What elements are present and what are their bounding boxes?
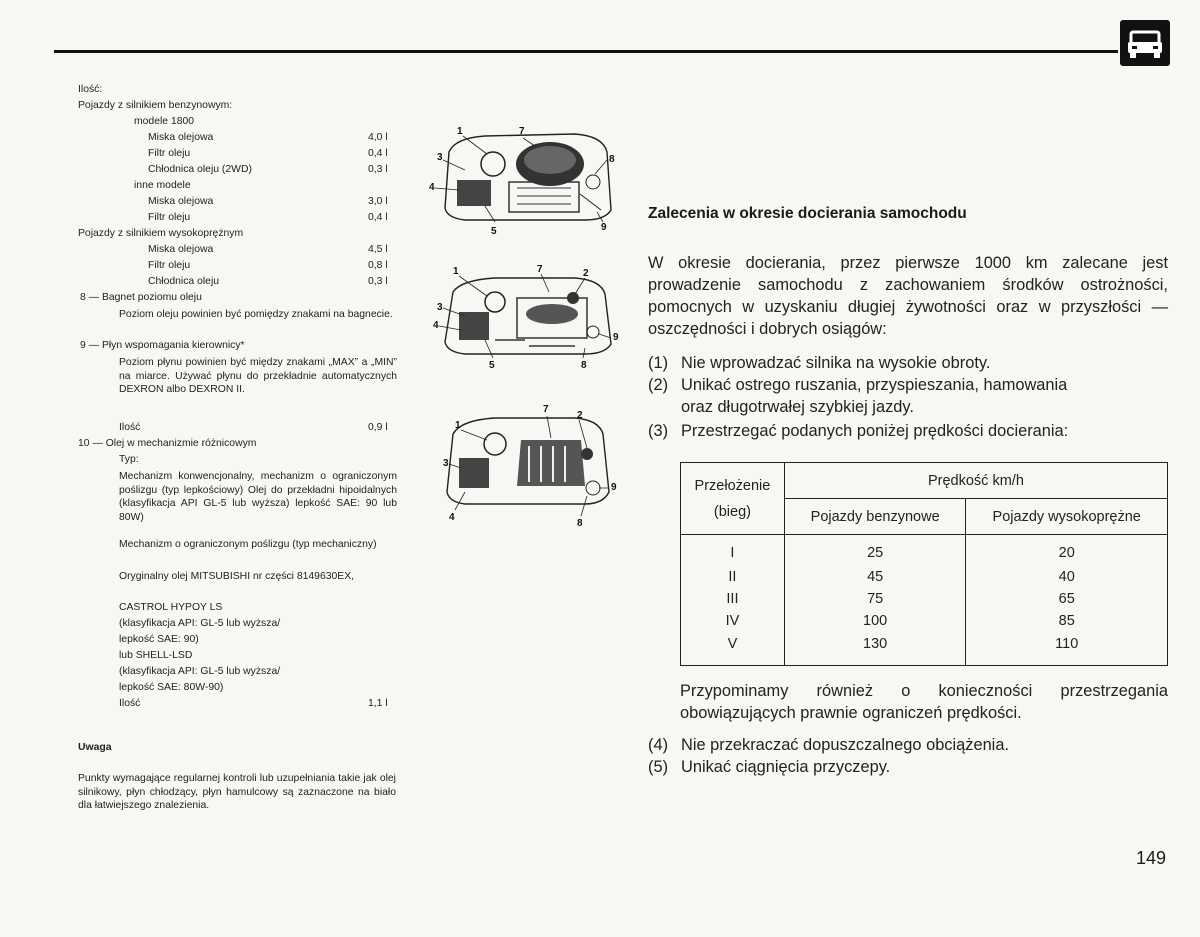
list-item-number: (2) — [648, 376, 669, 394]
table-cell-petrol: 45 — [784, 566, 966, 588]
section-heading: Zalecenia w okresie docierania samochodu — [648, 205, 967, 222]
diagram-label: 5 — [491, 226, 497, 237]
item-10-type: Typ: — [119, 454, 139, 465]
diagram-label: 4 — [429, 182, 435, 193]
gear-header-line: (bieg) — [713, 503, 751, 520]
item-9-label: 9 — Płyn wspomagania kierownicy* — [80, 340, 245, 351]
car-front-icon — [1120, 20, 1170, 66]
text-line: Miska olejowa — [148, 132, 214, 143]
item-9-qty-label: Ilość — [119, 422, 141, 433]
diagram-label: 1 — [453, 266, 459, 277]
diagram-label: 8 — [577, 518, 583, 529]
diagram-label: 3 — [443, 458, 449, 469]
engine-diagram-2 — [425, 258, 625, 373]
diagram-label: 7 — [543, 404, 549, 415]
diagram-label: 9 — [611, 482, 617, 493]
table-cell-gear: IV — [681, 610, 785, 632]
note-title: Uwaga — [78, 742, 112, 753]
list-item-text: oraz długotrwałej szybkiej jazdy. — [681, 398, 914, 416]
item-10-line: CASTROL HYPOY LS — [119, 602, 223, 613]
list-item-text: Nie przekraczać dopuszczalnego obciążenia. — [681, 736, 1009, 754]
table-cell-petrol: 130 — [784, 632, 966, 666]
text-line: Pojazdy z silnikiem wysokoprężnym — [78, 228, 244, 239]
diagram-label: 7 — [519, 126, 525, 137]
text-line: Ilość: — [78, 84, 103, 95]
text-line: Miska olejowa — [148, 196, 214, 207]
text-line: Chłodnica oleju (2WD) — [148, 164, 252, 175]
item-9-text: Poziom płynu powinien być między znakami „MAX” a „MIN” na miarce. Używać płynu do przekładnie automatycznych DEXRON albo DEXRON II. — [119, 357, 397, 395]
item-9-qty-value: 0,9 l — [368, 422, 388, 433]
value: 0,3 l — [368, 276, 388, 287]
diagram-label: 4 — [433, 320, 439, 331]
list-item-text: Unikać ciągnięcia przyczepy. — [681, 758, 891, 776]
list-item-text: Przestrzegać podanych poniżej prędkości docierania: — [681, 422, 1069, 440]
engine-diagram-1 — [425, 122, 625, 237]
text-line: Pojazdy z silnikiem benzynowym: — [78, 100, 233, 111]
header-rule — [54, 50, 1118, 53]
item-10-text3: Oryginalny olej MITSUBISHI nr części 8149630EX, — [119, 571, 355, 582]
item-10-qty-label: Ilość — [119, 698, 141, 709]
item-8-label: 8 — Bagnet poziomu oleju — [80, 292, 202, 303]
table-cell-gear: III — [681, 588, 785, 610]
diagram-label: 2 — [583, 268, 589, 279]
diagram-label: 8 — [609, 154, 615, 165]
diagram-label: 5 — [489, 360, 495, 371]
value: 0,4 l — [368, 148, 388, 159]
diagram-label: 3 — [437, 152, 443, 163]
gear-header — [681, 463, 785, 535]
value: 4,0 l — [368, 132, 388, 143]
item-10-line: lepkość SAE: 80W-90) — [119, 682, 224, 693]
list-item-text: Nie wprowadzać silnika na wysokie obroty. — [681, 354, 991, 372]
gear-header-line: Przełożenie — [694, 477, 771, 494]
table-cell-diesel: 85 — [966, 610, 1168, 632]
item-10-line: lub SHELL-LSD — [119, 650, 193, 661]
item-10-text2: Mechanizm o ograniczonym poślizgu (typ mechaniczny) — [119, 539, 377, 550]
item-8-text: Poziom oleju powinien być pomiędzy znakami na bagnecie. — [119, 309, 393, 320]
text-line: Filtr oleju — [148, 260, 191, 271]
list-item-text: Unikać ostrego ruszania, przyspieszania, hamowania — [681, 376, 1068, 394]
value: 0,4 l — [368, 212, 388, 223]
left-column — [78, 84, 408, 854]
table-cell-gear: V — [681, 632, 785, 666]
value: 0,3 l — [368, 164, 388, 175]
table-cell-petrol: 75 — [784, 588, 966, 610]
diagram-label: 9 — [601, 222, 607, 233]
table-cell-diesel: 40 — [966, 566, 1168, 588]
diagram-label: 4 — [449, 512, 455, 523]
item-10-line: (klasyfikacja API: GL-5 lub wyższa/ — [119, 618, 281, 629]
text-line: Miska olejowa — [148, 244, 214, 255]
item-10-line: lepkość SAE: 90) — [119, 634, 199, 645]
diagram-label: 7 — [537, 264, 543, 275]
diagram-label: 1 — [455, 420, 461, 431]
item-10-text1: Mechanizm konwencjonalny, mechanizm o ograniczonym poślizgu (typ lepkościowy) Olej do przekładni hipoidalnych (klasyfikacja API GL-5 lub wyższa) lepkość SAE: 90 lub 80W) — [119, 471, 397, 523]
table-cell-gear: II — [681, 566, 785, 588]
diagram-label: 2 — [577, 410, 583, 421]
table-cell-petrol: 25 — [784, 535, 966, 566]
list-item-number: (3) — [648, 422, 669, 440]
table-cell-diesel: 110 — [966, 632, 1168, 666]
text-line: Chłodnica oleju — [148, 276, 220, 287]
item-10-qty-value: 1,1 l — [368, 698, 388, 709]
table-cell-petrol: 100 — [784, 610, 966, 632]
list-item-number: (5) — [648, 758, 669, 776]
text-line: Filtr oleju — [148, 212, 191, 223]
diagram-label: 3 — [437, 302, 443, 313]
reminder-paragraph: Przypominamy również o konieczności przestrzegania obowiązujących prawnie ograniczeń prędkości. — [680, 682, 1168, 722]
item-10-label: 10 — Olej w mechanizmie różnicowym — [78, 438, 257, 449]
diesel-header: Pojazdy wysokoprężne — [966, 499, 1168, 535]
list-item-number: (4) — [648, 736, 669, 754]
petrol-header: Pojazdy benzynowe — [784, 499, 966, 535]
text-line: inne modele — [134, 180, 191, 191]
table-cell-diesel: 65 — [966, 588, 1168, 610]
value: 0,8 l — [368, 260, 388, 271]
text-line: modele 1800 — [134, 116, 195, 127]
value: 4,5 l — [368, 244, 388, 255]
list-item-number: (1) — [648, 354, 669, 372]
diagram-label: 9 — [613, 332, 619, 343]
note-text: Punkty wymagające regularnej kontroli lub uzupełniania takie jak olej silnikowy, płyn chłodzący, płyn hamulcowy są zaznaczone na biało dla łatwiejszego znalezienia. — [78, 773, 396, 811]
intro-paragraph: W okresie docierania, przez pierwsze 1000 km zalecane jest prowadzenie samochodu z zachowaniem środków ostrożności, pomocnych w uzyskaniu długiej żywotności oraz w przyszłości — oszczędności i dobrych osiągów: — [648, 254, 1168, 338]
table-cell-gear: I — [681, 535, 785, 566]
text-line: Filtr oleju — [148, 148, 191, 159]
diagram-label: 8 — [581, 360, 587, 371]
page-number: 149 — [1136, 848, 1167, 868]
break-in-speed-table — [680, 462, 1168, 666]
diagram-label: 1 — [457, 126, 463, 137]
table-cell-diesel: 20 — [966, 535, 1168, 566]
item-10-line: (klasyfikacja API: GL-5 lub wyższa/ — [119, 666, 281, 677]
speed-header: Prędkość km/h — [784, 463, 1167, 499]
engine-diagram-3 — [425, 396, 625, 536]
value: 3,0 l — [368, 196, 388, 207]
